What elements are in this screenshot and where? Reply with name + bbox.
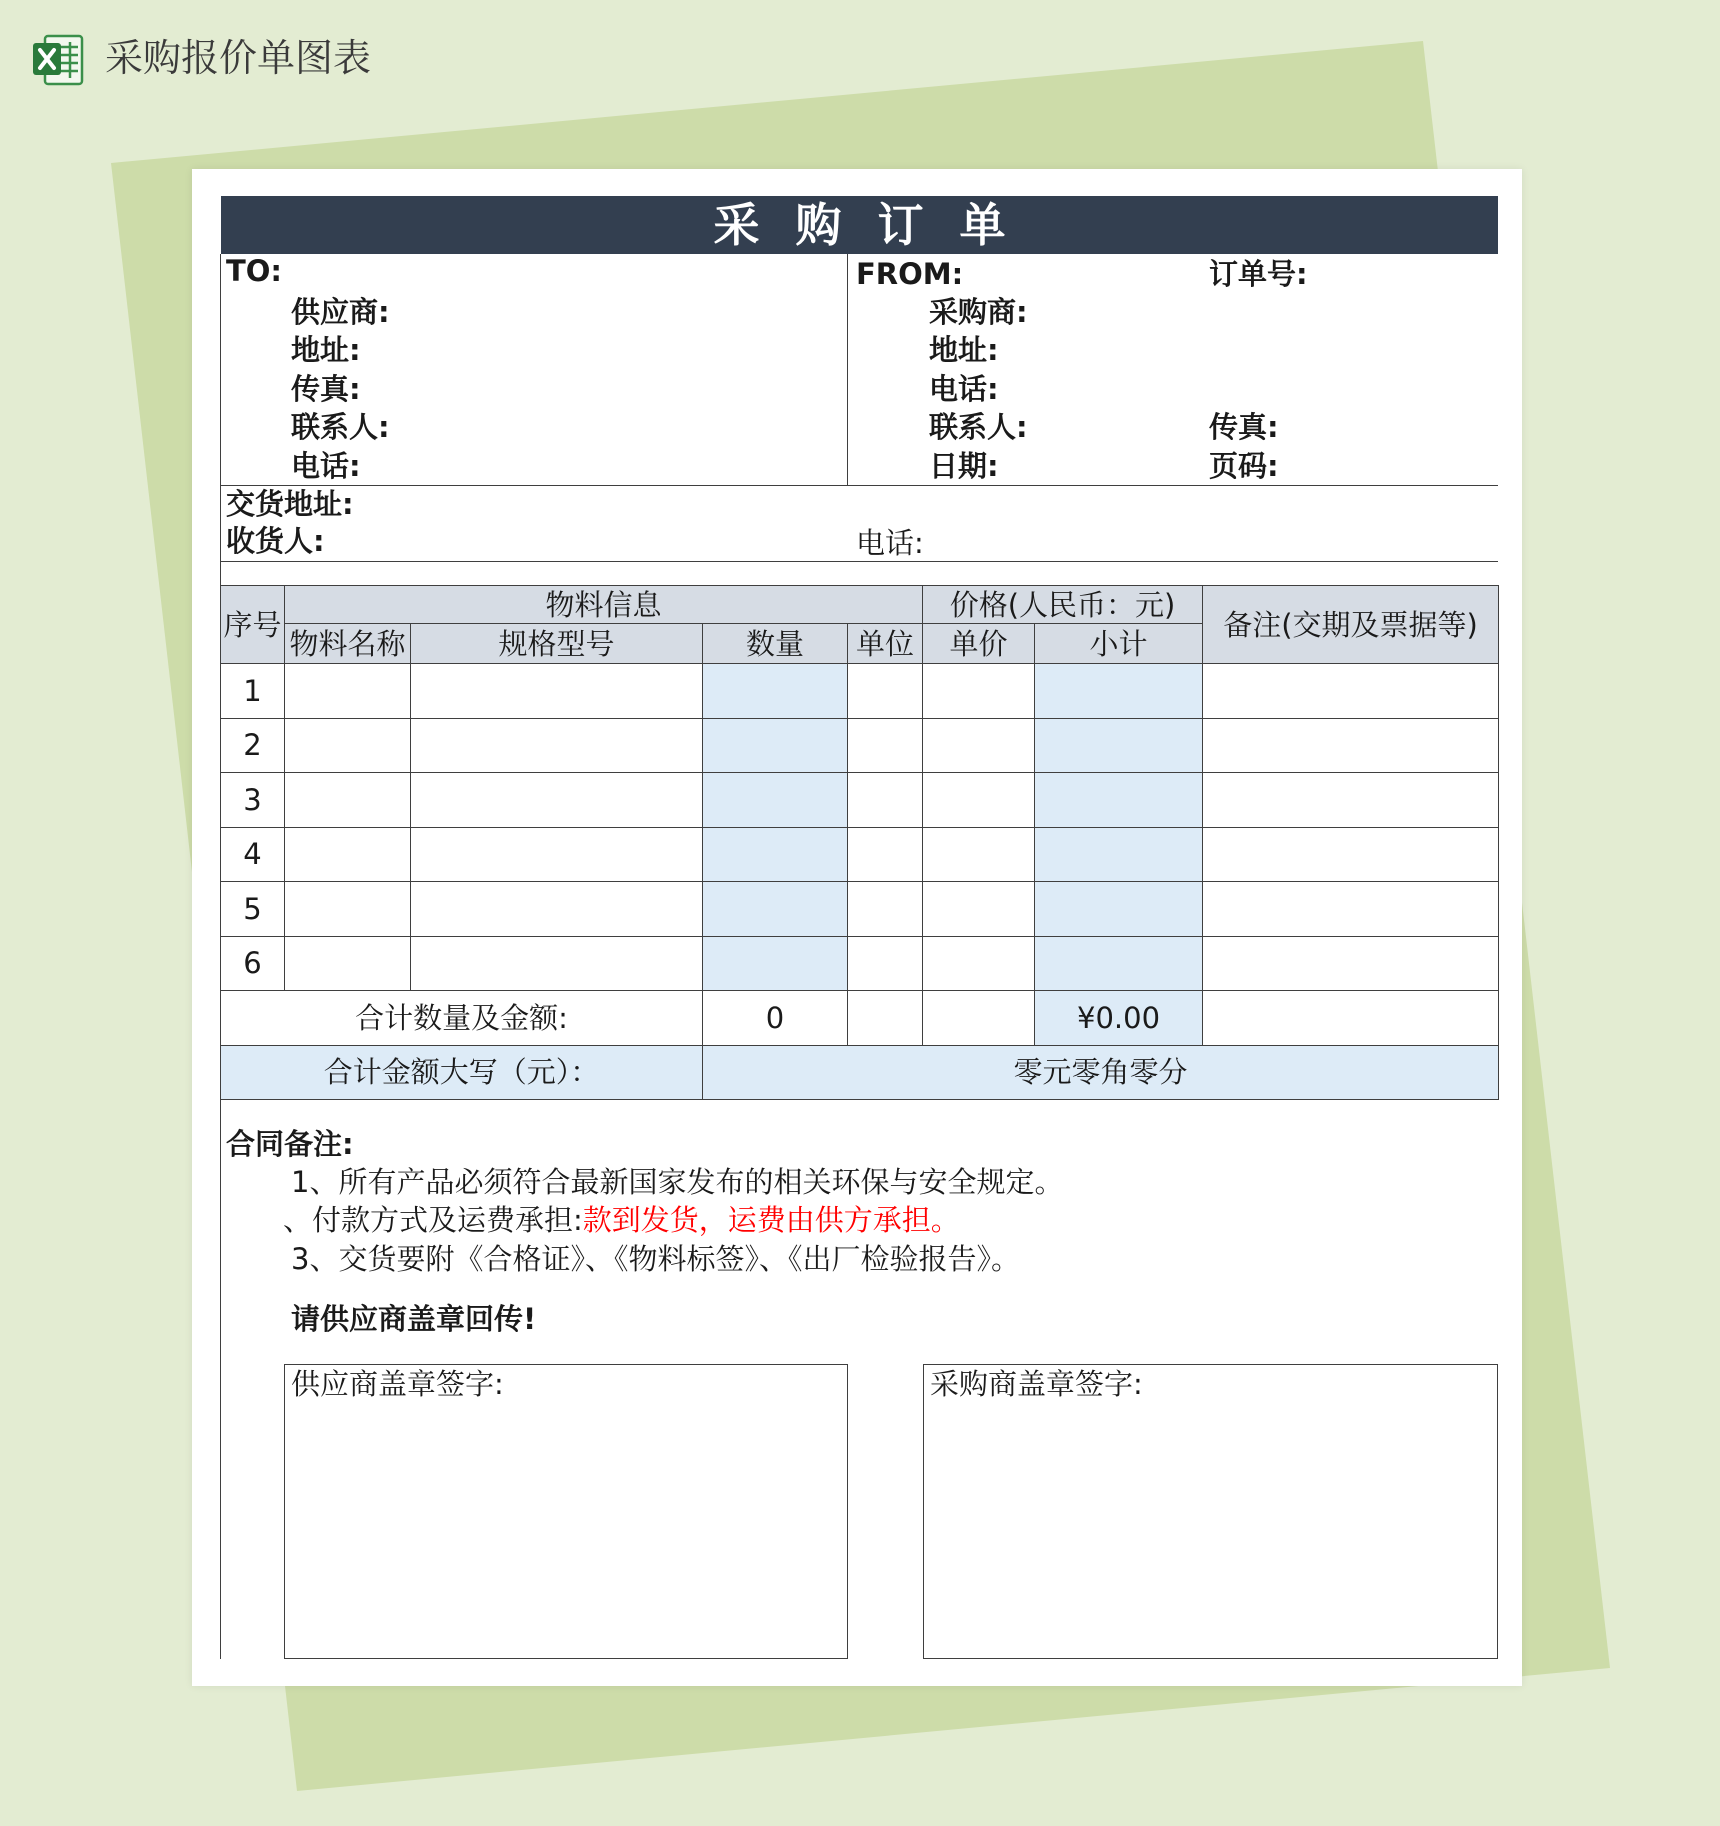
receiver-label: 收货人: [226, 524, 325, 558]
table-row [221, 882, 1499, 937]
header-seq: 序号 [221, 586, 285, 664]
total-unit-price [923, 991, 1035, 1046]
table-header-row-1 [221, 586, 1499, 624]
total-qty: 0 [703, 991, 848, 1046]
cell-spec [411, 827, 703, 882]
header-material-name: 物料名称 [285, 624, 411, 664]
total-label: 合计数量及金额: [221, 991, 703, 1046]
from-contact-label: 联系人: [929, 410, 1028, 444]
header-unit-price: 单价 [923, 624, 1035, 664]
receiver-phone-label: 电话: [856, 526, 924, 560]
total-remark [1203, 991, 1499, 1046]
order-fax-label: 传真: [1209, 410, 1279, 444]
to-contact-label: 联系人: [291, 410, 390, 444]
header-spec: 规格型号 [411, 624, 703, 664]
cell-material-name [285, 773, 411, 828]
order-title-bar: 采 购 订 单 [221, 196, 1498, 254]
table-row [221, 664, 1499, 719]
supplier-signature-box [284, 1364, 848, 1659]
cell-spec [411, 773, 703, 828]
header-qty: 数量 [703, 624, 848, 664]
header-unit: 单位 [848, 624, 923, 664]
cell-seq: 2 [221, 718, 285, 773]
cell-remark [1203, 827, 1499, 882]
cell-material-name [285, 718, 411, 773]
to-heading: TO: [226, 254, 283, 288]
cell-unit-price [923, 664, 1035, 719]
note-item-1: 1、所有产品必须符合最新国家发布的相关环保与安全规定。 [291, 1165, 1064, 1199]
cell-qty [703, 827, 848, 882]
page-number-label: 页码: [1209, 449, 1279, 483]
to-address-label: 地址: [291, 333, 361, 367]
buyer-signature-label: 采购商盖章签字: [930, 1367, 1143, 1401]
from-heading: FROM: [856, 257, 964, 291]
cell-material-name [285, 936, 411, 991]
order-number-label: 订单号: [1209, 257, 1308, 291]
order-items-table [220, 585, 1499, 1100]
cell-unit [848, 827, 923, 882]
total-unit [848, 991, 923, 1046]
cell-unit [848, 664, 923, 719]
info-divider-line [847, 254, 848, 486]
cell-unit-price [923, 718, 1035, 773]
from-address-label: 地址: [929, 333, 999, 367]
cell-remark [1203, 718, 1499, 773]
table-row [221, 827, 1499, 882]
cell-qty [703, 773, 848, 828]
to-fax-label: 传真: [291, 372, 361, 406]
cell-unit-price [923, 827, 1035, 882]
from-date-label: 日期: [929, 449, 999, 483]
to-supplier-label: 供应商: [291, 295, 390, 329]
cell-unit [848, 882, 923, 937]
cell-seq: 5 [221, 882, 285, 937]
from-phone-label: 电话: [929, 372, 999, 406]
amount-words-row [221, 1045, 1499, 1100]
cell-subtotal [1035, 827, 1203, 882]
cell-material-name [285, 664, 411, 719]
cell-qty [703, 664, 848, 719]
note-item-2 [283, 1203, 960, 1237]
cell-seq: 1 [221, 664, 285, 719]
cell-spec [411, 664, 703, 719]
from-buyer-label: 采购商: [929, 295, 1028, 329]
cell-unit [848, 773, 923, 828]
cell-material-name [285, 882, 411, 937]
cell-subtotal [1035, 773, 1203, 828]
cell-seq: 3 [221, 773, 285, 828]
cell-qty [703, 936, 848, 991]
table-row [221, 936, 1499, 991]
cell-remark [1203, 936, 1499, 991]
cell-unit [848, 718, 923, 773]
amount-words-label: 合计金额大写（元）： [221, 1045, 703, 1100]
table-row [221, 718, 1499, 773]
cell-seq: 6 [221, 936, 285, 991]
cell-unit-price [923, 936, 1035, 991]
cell-spec [411, 718, 703, 773]
header-material-group: 物料信息 [285, 586, 923, 624]
cell-unit-price [923, 773, 1035, 828]
cell-spec [411, 936, 703, 991]
delivery-address-label: 交货地址: [226, 487, 354, 521]
note-item-2-text: 、付款方式及运费承担: [283, 1203, 583, 1237]
cell-remark [1203, 882, 1499, 937]
delivery-bottom-line [221, 561, 1498, 562]
cell-subtotal [1035, 664, 1203, 719]
page-title: 采购报价单图表 [105, 36, 372, 80]
return-request-text: 请供应商盖章回传! [291, 1302, 537, 1336]
total-row [221, 991, 1499, 1046]
cell-qty [703, 718, 848, 773]
to-phone-label: 电话: [291, 449, 361, 483]
cell-spec [411, 882, 703, 937]
cell-unit [848, 936, 923, 991]
cell-remark [1203, 773, 1499, 828]
supplier-signature-label: 供应商盖章签字: [291, 1367, 504, 1401]
cell-seq: 4 [221, 827, 285, 882]
note-item-3: 3、交货要附《合格证》、《物料标签》、《出厂检验报告》。 [291, 1242, 1020, 1276]
table-row [221, 773, 1499, 828]
cell-subtotal [1035, 936, 1203, 991]
header-price-group: 价格(人民币：元) [923, 586, 1203, 624]
cell-material-name [285, 827, 411, 882]
info-bottom-line [221, 485, 1498, 486]
cell-qty [703, 882, 848, 937]
buyer-signature-box [923, 1364, 1498, 1659]
total-subtotal: ¥0.00 [1035, 991, 1203, 1046]
note-item-2-highlight: 款到发货，运费由供方承担。 [582, 1203, 960, 1237]
excel-icon [31, 33, 85, 87]
header-subtotal: 小计 [1035, 624, 1203, 664]
cell-subtotal [1035, 882, 1203, 937]
cell-subtotal [1035, 718, 1203, 773]
cell-remark [1203, 664, 1499, 719]
cell-unit-price [923, 882, 1035, 937]
amount-words-value: 零元零角零分 [703, 1045, 1499, 1100]
notes-heading: 合同备注: [226, 1127, 354, 1161]
header-remark: 备注(交期及票据等) [1203, 586, 1499, 664]
